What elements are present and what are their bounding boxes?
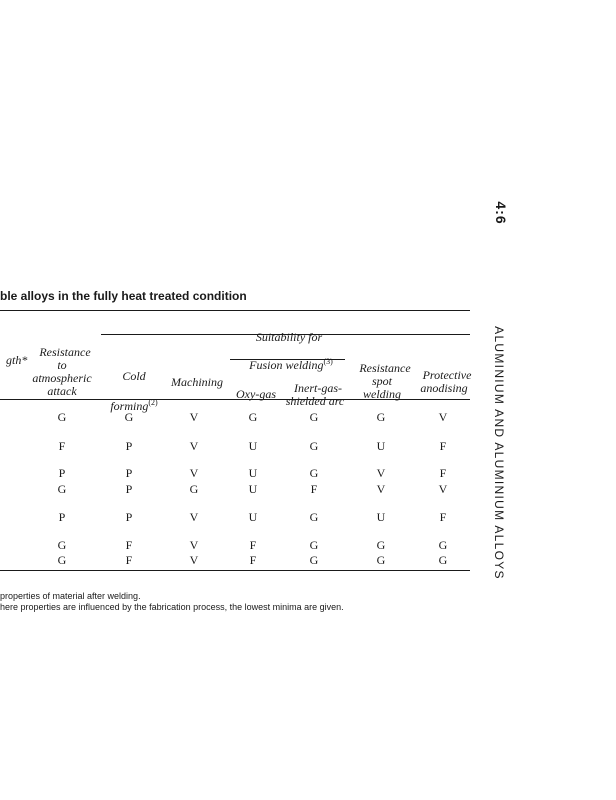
machining-header: Machining (171, 375, 223, 389)
table-cell: G (57, 482, 67, 496)
table-cell: F (58, 439, 66, 453)
inert-gas-header: Inert-gas- shielded arc (285, 381, 345, 408)
table-cell: P (125, 439, 133, 453)
table-cell: P (125, 466, 133, 480)
table-cell: F (125, 553, 133, 567)
table-cell: G (438, 553, 448, 567)
table-cell: G (376, 553, 386, 567)
resistance-atmospheric-header: Resistance to atmospheric attack (32, 345, 92, 398)
table-cell: P (125, 482, 133, 496)
table-top-rule (0, 310, 470, 311)
cold-forming-header: Cold forming$^{(2)}$ (110, 369, 158, 413)
table-cell: G (309, 510, 319, 524)
table-cell: P (125, 510, 133, 524)
table-bottom-rule (0, 570, 470, 571)
resistance-spot-header: Resistance spot welding (359, 361, 411, 401)
table-cell: V (189, 510, 199, 524)
table-title: ble alloys in the fully heat treated condition (0, 289, 247, 303)
table-cell: U (376, 439, 386, 453)
table-cell: V (376, 482, 386, 496)
table-cell: F (439, 466, 447, 480)
fusion-welding-header: Fusion welding$^{(3)}$ (249, 357, 333, 372)
page-number: 4:6 (493, 201, 509, 225)
table-cell: U (376, 510, 386, 524)
table-cell: G (376, 538, 386, 552)
table-cell: V (189, 538, 199, 552)
table-cell: G (189, 482, 199, 496)
footnote-2: here properties are influenced by the fabrication process, the lowest minima are given. (0, 602, 344, 612)
table-cell: V (189, 553, 199, 567)
table-cell: P (58, 510, 66, 524)
table-cell: G (309, 439, 319, 453)
table-cell: V (376, 466, 386, 480)
protective-anodising-header: Protective anodising (420, 368, 472, 395)
table-cell: F (439, 510, 447, 524)
running-head: ALUMINIUM AND ALUMINIUM ALLOYS (492, 326, 506, 580)
table-cell: V (438, 482, 448, 496)
table-cell: G (57, 553, 67, 567)
table-cell: F (439, 439, 447, 453)
table-cell: U (248, 466, 258, 480)
table-cell: P (58, 466, 66, 480)
table-cell: G (309, 538, 319, 552)
table-cell: G (57, 538, 67, 552)
strength-header-fragment: gth* (6, 353, 28, 367)
table-cell: G (438, 538, 448, 552)
table-cell: F (249, 553, 257, 567)
table-cell: U (248, 510, 258, 524)
table-cell: F (310, 482, 318, 496)
oxy-gas-header: Oxy-gas (236, 387, 276, 401)
table-cell: F (125, 538, 133, 552)
table-cell: U (248, 482, 258, 496)
table-cell: G (57, 410, 67, 424)
footnote-1: properties of material after welding. (0, 591, 141, 601)
table-cell: V (189, 410, 199, 424)
table-cell: U (248, 439, 258, 453)
table-cell: G (309, 466, 319, 480)
table-cell: G (309, 553, 319, 567)
table-cell: G (376, 410, 386, 424)
table-cell: G (124, 410, 134, 424)
table-cell: V (189, 439, 199, 453)
table-cell: F (249, 538, 257, 552)
table-cell: V (189, 466, 199, 480)
suitability-for-header: Suitability for (255, 330, 323, 344)
table-cell: V (438, 410, 448, 424)
table-cell: G (248, 410, 258, 424)
table-cell: G (309, 410, 319, 424)
